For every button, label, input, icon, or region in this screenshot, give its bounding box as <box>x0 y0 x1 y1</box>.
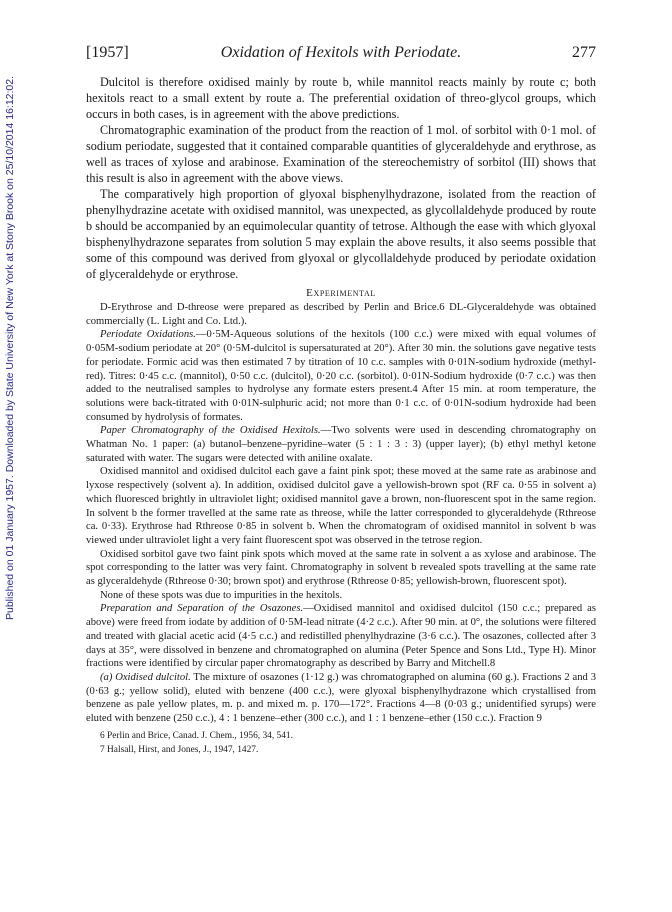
experimental-paragraph-3 <box>86 424 596 465</box>
paragraph-text: The mixture of osazones (1·12 g.) was chromatographed on alumina (60 g.). Fractions 2 and 3 (0·63 g.; yellow solid), eluted with benzene (400 c.c.), were glyoxal bisphenylhydrazone which crystallised from benzene as pale yellow plates, m. p. and mixed m. p. 170—172°. Fractions 4—8 (0·03 g.; unidentified syrups) were eluted with benzene (250 c.c.), 4 : 1 benzene–ether (300 c.c.), and 1 : 1 benzene–ether (150 c.c.). Fraction 9 <box>86 671 596 725</box>
run-in-heading: Preparation and Separation of the Osazones. <box>100 603 304 615</box>
journal-page <box>86 44 596 756</box>
download-watermark <box>4 60 20 620</box>
experimental-paragraph-4: Oxidised mannitol and oxidised dulcitol each gave a faint pink spot; these moved at the same rate as arabinose and lyxose respectively (solvent a). In addition, oxidised dulcitol gave a yellowish-brown spot (RF ca. 0·55 in solvent a) which fluoresced brightly in ultraviolet light; oxidised mannitol gave a brown, non-fluorescent spot in the same region. In solvent b the former travelled at the same rate as threose, while the latter corresponded to glyceraldehyde (Rthreose ca. 0·33). Erythrose had Rthreose 0·85 in solvent b. When the chromatogram of oxidised mannitol in solvent b was viewed under ultraviolet light a very faint fluorescent spot was observed in the tetrose region. <box>86 466 596 546</box>
experimental-paragraph-7 <box>86 602 596 671</box>
run-in-heading: Paper Chromatography of the Oxidised Hexitols. <box>100 425 321 437</box>
body-paragraph-1: Dulcitol is therefore oxidised mainly by route b, while mannitol reacts mainly by route c; both hexitols react to a small extent by route a. The preferential oxidation of threo-glycol groups, which occurs in both cases, is in agreement with the above predictions. <box>86 75 596 121</box>
header-title: Oxidation of Hexitols with Periodate. <box>220 44 462 61</box>
run-in-heading: Periodate Oxidations. <box>100 329 196 341</box>
body-paragraph-3: The comparatively high proportion of glyoxal bisphenylhydrazone, isolated from the reaction of phenylhydrazine acetate with oxidised mannitol, was unexpected, as glycollaldehyde produced by route b should be accompanied by an equimolecular quantity of tetrose. Although the ease with which glyoxal bisphenylhydrazone separates from solution 5 may explain the above results, it also seems possible that some of this compound was derived from glyoxal or glycollaldehyde produced by periodate oxidation of glyceraldehyde or erythrose. <box>86 187 596 281</box>
section-heading-experimental: Experimental <box>306 287 376 299</box>
paragraph-text: —Oxidised mannitol and oxidised dulcitol (150 c.c.; prepared as above) were freed from iodate by addition of 0·5M-lead nitrate (4·2 c.c.). After 90 min. at 0°, the solutions were filtered and treated with glacial acetic acid (4·5 c.c.) and redistilled phenylhydrazine (3·6 c.c.). The osazones, collected after 3 days at 35°, were dissolved in benzene and chromatographed on alumina (Peter Spence and Sons Ltd., Type H). Minor fractions were identified by circular paper chromatography as described by Barry and Mitchell.8 <box>86 603 597 670</box>
body-paragraph-2: Chromatographic examination of the product from the reaction of 1 mol. of sorbitol with 0·1 mol. of sodium periodate, suggested that it contained comparable quantities of glyceraldehyde and erythrose, as well as traces of xylose and arabinose. Examination of the stereochemistry of sorbitol (III) shows that this result is also in agreement with the above views. <box>86 123 596 185</box>
footnotes <box>86 730 596 756</box>
footnote-6: 6 Perlin and Brice, Canad. J. Chem., 1956, 34, 541. <box>100 730 293 741</box>
page-number: 277 <box>572 44 596 61</box>
footnote-7: 7 Halsall, Hirst, and Jones, J., 1947, 1427. <box>100 744 259 755</box>
download-watermark-text: Published on 01 January 1957. Downloaded by State University of New York at Stony Brook on 25/10/2014 16:12:02. <box>4 75 16 620</box>
run-in-heading: (a) Oxidised dulcitol. <box>100 671 191 683</box>
experimental-paragraph-2 <box>86 328 596 424</box>
paragraph-text: —0·5M-Aqueous solutions of the hexitols (100 c.c.) were mixed with equal volumes of 0·05M-sodium periodate at 20° (0·5M-dulcitol is supersaturated at 20°). After 30 min. the solutions gave negative tests for periodate. Formic acid was then estimated 7 by titration of 10 c.c. samples with 0·01N-sodium hydroxide (methyl-red). Titres: 0·45 c.c. (mannitol), 0·50 c.c. (dulcitol), 0·20 c.c. (sorbitol). 0·01N-Sodium hydroxide (0·7 c.c.) was then added to the neutralised samples to hydrolyse any formate esters present.4 After 15 min. at room temperature, the solutions were back-titrated with 0·01N-sulphuric acid; not more than 0·1 c.c. of 0·01N-sodium hydroxide had been consumed by hydrolysis of formates. <box>86 329 596 423</box>
experimental-paragraph-8 <box>86 671 596 726</box>
paragraph-text: —Two solvents were used in descending chromatography on Whatman No. 1 paper: (a) butanol–benzene–pyridine–water (5 : 1 : 3 : 3) (upper layer); (b) ethyl methyl ketone saturated with water. The sugars were detected with aniline oxalate. <box>86 425 596 464</box>
experimental-paragraph-1: D-Erythrose and D-threose were prepared as described by Perlin and Brice.6 DL-Glyceraldehyde was obtained commercially (L. Light and Co. Ltd.). <box>86 302 596 327</box>
running-header <box>86 44 596 74</box>
experimental-paragraph-5: Oxidised sorbitol gave two faint pink spots which moved at the same rate in solvent a as xylose and arabinose. The spot corresponding to the latter was very faint. Chromatography in solvent b revealed spots travelling at the same rate as glyceraldehyde (Rthreose 0·30; brown spot) and erythrose (Rthreose 0·85; yellowish-brown, fluorescent spot). <box>86 548 596 588</box>
header-year: [1957] <box>86 44 129 61</box>
experimental-paragraph-6: None of these spots was due to impurities in the hexitols. <box>100 589 343 601</box>
